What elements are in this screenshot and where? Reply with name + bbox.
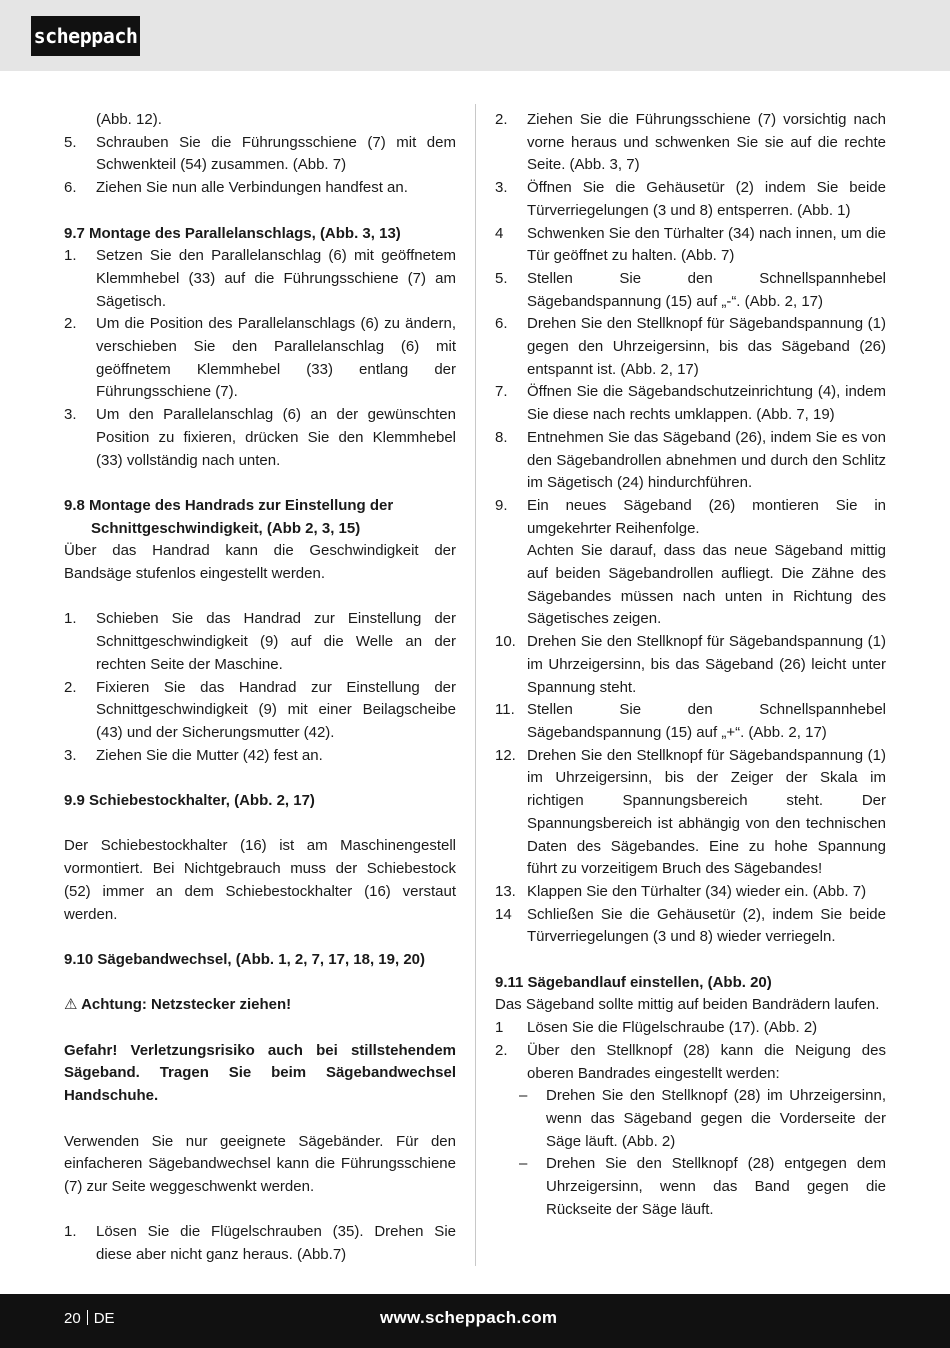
list-item: 12. Drehen Sie den Stellknopf für Sägebandspannung (1) im Uhrzeigersinn, bis der Zeiger der Skala im richtigen Spannungsbereich steht. Der Spannungsbereich ist abhängig von den technischen Daten des Sägebandes. Eine zu hohe Spannung führt zu vorzeitigem Bruch des Sägebandes! (495, 746, 886, 878)
paragraph: Das Sägeband sollte mittig auf beiden Bandrädern laufen. (495, 996, 880, 1014)
sub-list-item: – Drehen Sie den Stellknopf (28) entgegen dem Uhrzeigersinn, wenn das Band gegen die Rückseite der Säge läuft. (519, 1155, 886, 1218)
list-item: 11. Stellen Sie den Schnellspannhebel Sägebandspannung (15) auf „+“. (Abb. 2, 17) (495, 701, 886, 741)
list-item: 2. Über den Stellknopf (28) kann die Neigung des oberen Bandrades eingestellt werden: (495, 1041, 886, 1082)
list-item: 3. Öffnen Sie die Gehäusetür (2) indem Sie beide Türverriegelungen (3 und 8) entsperren. (Abb. 1) (495, 179, 886, 219)
list-item: 14 Schließen Sie die Gehäusetür (2), indem Sie beide Türverriegelungen (3 und 8) wieder verriegeln. (495, 905, 886, 946)
list-item: 6. Drehen Sie den Stellknopf für Sägebandspannung (1) gegen den Uhrzeigersinn, bis das Sägeband (26) entspannt ist. (Abb. 2, 17) (495, 315, 886, 378)
list-item-note: Achten Sie darauf, dass das neue Sägeband mittig auf beiden Sägebandrollen aufliegt. Die Zähne des Sägebandes müssen nach unten in Richtung des Sägetisches zeigen. (527, 542, 886, 628)
paragraph: Verwenden Sie nur geeignete Sägebänder. Für den einfacheren Sägebandwechsel kann die Führungsschiene (7) zur Seite weggeschwenkt werden. (64, 1132, 456, 1195)
warning-triangle-icon: ⚠ (64, 996, 78, 1014)
section-heading-9-7: 9.7 Montage des Parallelanschlags, (Abb. 3, 13) (64, 224, 401, 242)
section-heading-9-8: 9.8 Montage des Handrads zur Einstellung der Schnittgeschwindigkeit, (Abb 2, 3, 15) (64, 496, 394, 537)
list-item: 9. Ein neues Sägeband (26) montieren Sie in umgekehrter Reihenfolge. (495, 496, 886, 537)
list-item: 5. Schrauben Sie die Führungsschiene (7) mit dem Schwenkteil (54) zusammen. (Abb. 7) (64, 133, 456, 174)
sub-list-item: – Drehen Sie den Stellknopf (28) im Uhrzeigersinn, wenn das Sägeband gegen die Vorderseite der Säge läuft. (Abb. 2) (519, 1087, 886, 1150)
page-indicator (64, 1310, 115, 1327)
website-url: www.scheppach.com (380, 1308, 558, 1327)
list-item: 2. Fixieren Sie das Handrad zur Einstellung der Schnittgeschwindigkeit (9) mit einer Beilagscheibe (43) und der Sicherungsmutter (42). (64, 678, 456, 741)
footer-bar (0, 1294, 950, 1348)
column-divider (475, 104, 476, 1266)
list-item: 7. Öffnen Sie die Sägebandschutzeinrichtung (4), indem Sie diese nach rechts umklappen. (Abb. 7, 19) (495, 383, 886, 424)
page-number: 20 (64, 1310, 81, 1327)
separator (87, 1310, 88, 1325)
list-item: 3. Um den Parallelanschlag (6) an der gewünschten Position zu fixieren, drücken Sie den Klemmhebel (33) vollständig nach unten. (64, 406, 456, 469)
list-item: 10. Drehen Sie den Stellknopf für Sägebandspannung (1) im Uhrzeigersinn, bis das Sägeband (26) leicht unter Spannung steht. (495, 633, 886, 696)
left-column (64, 109, 456, 1267)
list-item: 2. Ziehen Sie die Führungsschiene (7) vorsichtig nach vorne heraus und schwenken Sie sie auf die rechte Seite. (Abb. 3, 7) (495, 111, 886, 174)
list-item: 13. Klappen Sie den Türhalter (34) wieder ein. (Abb. 7) (495, 882, 867, 900)
section-heading-9-9: 9.9 Schiebestockhalter, (Abb. 2, 17) (64, 792, 315, 810)
list-item: 1. Setzen Sie den Parallelanschlag (6) mit geöffnetem Klemmhebel (33) auf die Führungsschiene (7) am Sägetisch. (64, 247, 456, 310)
list-item: 1 Lösen Sie die Flügelschraube (17). (Abb. 2) (495, 1019, 818, 1037)
continued-text: (Abb. 12). (96, 111, 162, 128)
list-item: 1. Schieben Sie das Handrad zur Einstellung der Schnittgeschwindigkeit (9) auf die Welle an der rechten Seite der Maschine. (64, 610, 456, 673)
paragraph: Der Schiebestockhalter (16) ist am Maschinengestell vormontiert. Bei Nichtgebrauch muss der Schiebestock (52) immer an dem Schiebestockhalter (16) verstaut werden. (64, 837, 456, 923)
right-column (495, 109, 886, 1221)
list-item: 8. Entnehmen Sie das Sägeband (26), indem Sie es von den Sägebandrollen abnehmen und durch den Schlitz im Sägetisch (24) hindurchführen. (495, 428, 886, 492)
list-item: 6. Ziehen Sie nun alle Verbindungen handfest an. (64, 179, 408, 197)
language-code: DE (93, 1310, 115, 1327)
section-heading-9-11: 9.11 Sägebandlauf einstellen, (Abb. 20) (495, 973, 772, 991)
list-item: 5. Stellen Sie den Schnellspannhebel Sägebandspannung (15) auf „-“. (Abb. 2, 17) (495, 269, 886, 310)
list-item: 4 Schwenken Sie den Türhalter (34) nach innen, um die Tür geöffnet zu halten. (Abb. 7) (495, 224, 886, 265)
brand-logo: scheppach (31, 16, 140, 56)
danger-notice: Gefahr! Verletzungsrisiko auch bei stillstehendem Sägeband. Tragen Sie beim Sägebandwechsel Handschuhe. (64, 1041, 456, 1105)
paragraph: Über das Handrad kann die Geschwindigkeit der Bandsäge stufenlos eingestellt werden. (64, 542, 456, 583)
section-heading-9-10: 9.10 Sägebandwechsel, (Abb. 1, 2, 7, 17, 18, 19, 20) (64, 950, 426, 968)
list-item: 3. Ziehen Sie die Mutter (42) fest an. (64, 746, 323, 764)
header-bar (0, 0, 950, 71)
warning-notice: ⚠ Achtung: Netzstecker ziehen! (64, 996, 292, 1014)
list-item: 2. Um die Position des Parallelanschlags (6) zu ändern, verschieben Sie den Parallelanschlag (6) mit geöffnetem Klemmhebel (33) entlang der Führungsschiene (7). (64, 315, 456, 401)
list-item: 1. Lösen Sie die Flügelschrauben (35). Drehen Sie diese aber nicht ganz heraus. (Abb.7) (64, 1223, 456, 1263)
